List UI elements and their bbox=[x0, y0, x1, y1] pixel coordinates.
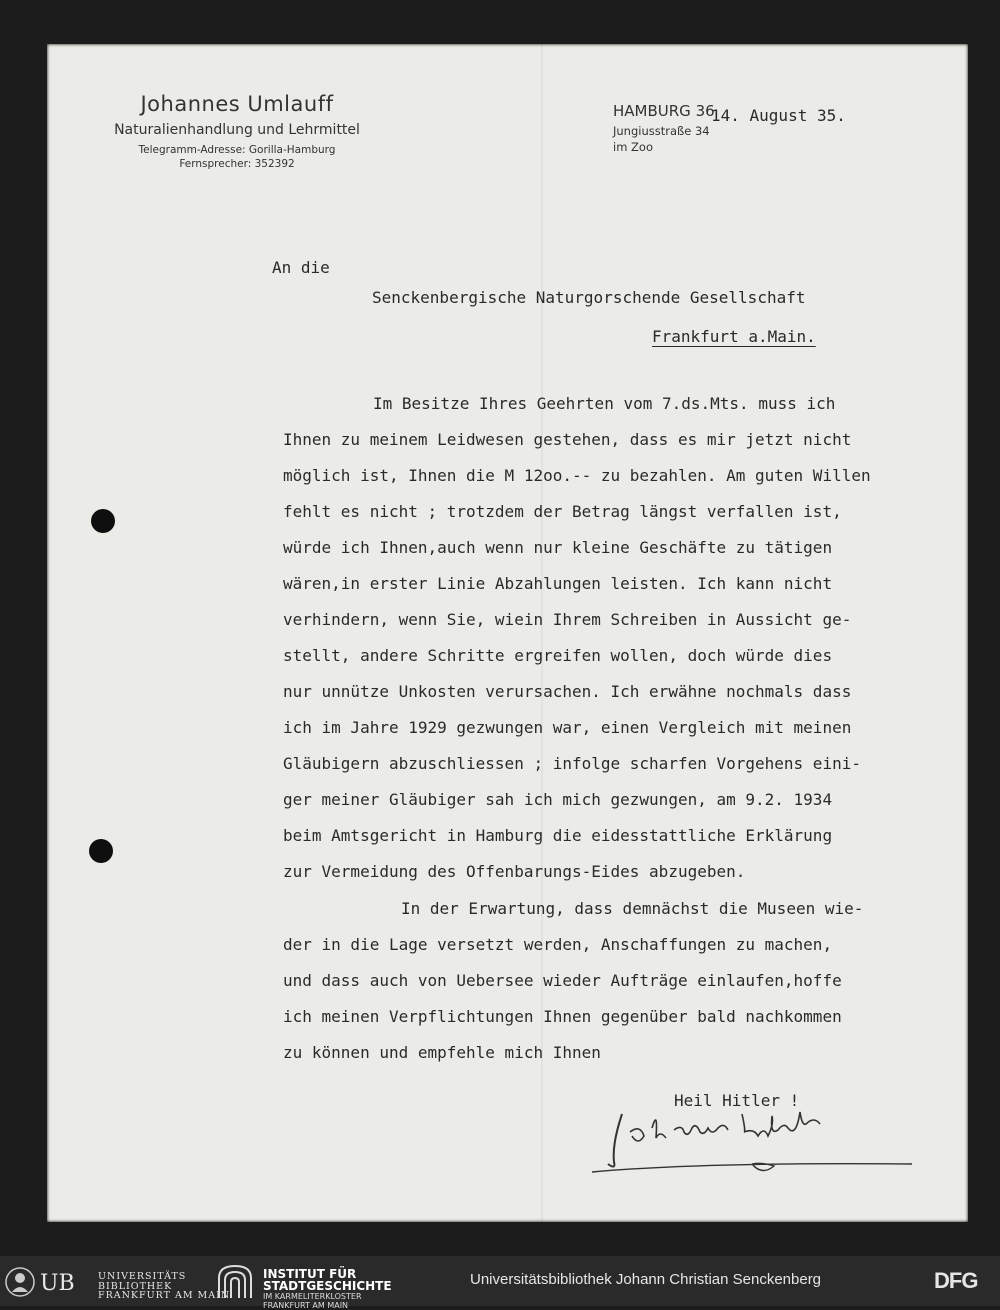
body-line: ich im Jahre 1929 gezwungen war, einen Vergleich mit meinen bbox=[283, 718, 852, 737]
ub-text bbox=[98, 1272, 230, 1301]
body-line: und dass auch von Uebersee wieder Aufträge einlaufen,hoffe bbox=[283, 971, 842, 990]
body-line: In der Erwartung, dass demnächst die Museen wie- bbox=[401, 899, 864, 918]
letterhead-telegram: Telegramm-Adresse: Gorilla-Hamburg bbox=[138, 144, 336, 156]
closing-greeting: Heil Hitler ! bbox=[674, 1091, 800, 1110]
recipient-salutation: An die bbox=[272, 258, 330, 277]
sender-address bbox=[613, 102, 715, 155]
body-line: Ihnen zu meinem Leidwesen gestehen, dass es mir jetzt nicht bbox=[283, 430, 852, 449]
isg-arch-icon bbox=[215, 1264, 255, 1300]
body-line: möglich ist, Ihnen die M 12oo.-- zu bezahlen. Am guten Willen bbox=[283, 466, 871, 485]
address-place: im Zoo bbox=[613, 140, 654, 154]
body-line: der in die Lage versetzt werden, Anschaffungen zu machen, bbox=[283, 935, 833, 954]
body-line: würde ich Ihnen,auch wenn nur kleine Geschäfte zu tätigen bbox=[283, 538, 833, 557]
isg-line4: FRANKFURT AM MAIN bbox=[263, 1301, 349, 1310]
handwritten-signature bbox=[552, 1104, 932, 1184]
punch-hole bbox=[89, 839, 113, 863]
isg-text bbox=[263, 1268, 392, 1310]
ub-line2: BIBLIOTHEK bbox=[98, 1280, 173, 1292]
body-line: Gläubigern abzuschliessen ; infolge scharfen Vorgehens eini- bbox=[283, 754, 861, 773]
body-line: ich meinen Verpflichtungen Ihnen gegenüber bald nachkommen bbox=[283, 1007, 842, 1026]
footer-bar bbox=[0, 1256, 1000, 1310]
body-line: beim Amtsgericht in Hamburg die eidesstattliche Erklärung bbox=[283, 826, 833, 845]
body-line: Im Besitze Ihres Geehrten vom 7.ds.Mts. muss ich bbox=[373, 394, 836, 413]
body-line: verhindern, wenn Sie, wiein Ihrem Schreiben in Aussicht ge- bbox=[283, 610, 852, 629]
ub-letters: UB bbox=[40, 1271, 75, 1296]
isg-line3: IM KARMELITERKLOSTER bbox=[263, 1292, 362, 1301]
body-line: ger meiner Gläubiger sah ich mich gezwungen, am 9.2. 1934 bbox=[283, 790, 833, 809]
recipient-organization: Senckenbergische Naturgorschende Gesellschaft bbox=[372, 288, 806, 307]
isg-line2: STADTGESCHICHTE bbox=[263, 1279, 392, 1293]
letterhead-name: Johannes Umlauff bbox=[140, 92, 334, 116]
dfg-logo: DFG bbox=[934, 1268, 978, 1293]
letterhead-phone: Fernsprecher: 352392 bbox=[179, 158, 295, 170]
body-line: wären,in erster Linie Abzahlungen leisten. Ich kann nicht bbox=[283, 574, 833, 593]
ub-emblem-icon bbox=[4, 1266, 94, 1298]
recipient-city: Frankfurt a.Main. bbox=[652, 327, 816, 346]
ub-line1: UNIVERSITÄTS bbox=[98, 1271, 187, 1282]
body-line: zu können und empfehle mich Ihnen bbox=[283, 1043, 601, 1062]
footer-title: Universitätsbibliothek Johann Christian Senckenberg bbox=[470, 1271, 822, 1288]
letterhead-subtitle: Naturalienhandlung und Lehrmittel bbox=[114, 122, 360, 138]
address-street: Jungiusstraße 34 bbox=[613, 124, 710, 138]
body-line: stellt, andere Schritte ergreifen wollen, doch würde dies bbox=[283, 646, 833, 665]
body-line: nur unnütze Unkosten verursachen. Ich erwähne nochmals dass bbox=[283, 682, 852, 701]
address-city: HAMBURG 36 bbox=[613, 102, 715, 120]
body-line: zur Vermeidung des Offenbarungs-Eides abzugeben. bbox=[283, 862, 746, 881]
punch-hole bbox=[91, 509, 115, 533]
letterhead bbox=[87, 92, 387, 172]
letter-date: 14. August 35. bbox=[711, 106, 846, 125]
isg-line1: INSTITUT FÜR bbox=[263, 1267, 357, 1281]
ub-logo bbox=[4, 1266, 94, 1298]
body-line: fehlt es nicht ; trotzdem der Betrag längst verfallen ist, bbox=[283, 502, 842, 521]
ub-line3: FRANKFURT AM MAIN bbox=[98, 1290, 231, 1301]
letter-page bbox=[47, 44, 968, 1222]
